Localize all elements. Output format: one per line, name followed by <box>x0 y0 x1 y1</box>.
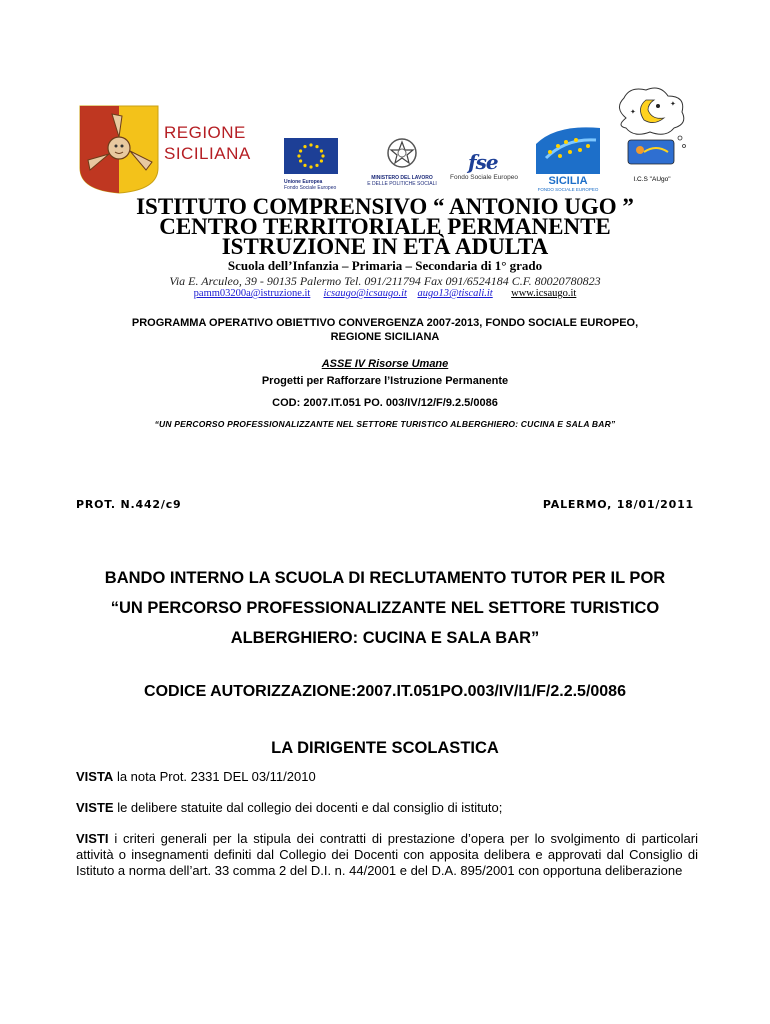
bando-line2: “UN PERCORSO PROFESSIONALIZZANTE NEL SETTORE TURISTICO <box>110 599 660 617</box>
ministry-label-line1: MINISTERO DEL LAVORO <box>371 175 433 181</box>
email-link-tiscali[interactable]: augo13@tiscali.it <box>417 288 493 299</box>
authorization-code: CODICE AUTORIZZAZIONE:2007.IT.051PO.003/IV/I1/F/2.2.5/0086 <box>144 683 626 700</box>
vista-keyword: VISTA <box>76 769 114 784</box>
progetti-title: Progetti per Rafforzare l’Istruzione Permanente <box>261 375 509 387</box>
fse-label: Fondo Sociale Europeo <box>450 174 518 181</box>
document-date: PALERMO, 18/01/2011 <box>542 498 694 511</box>
program-quote: “UN PERCORSO PROFESSIONALIZZANTE NEL SETTORE TURISTICO ALBERGHIERO: CUCINA E SALA BAR” <box>154 419 616 429</box>
program-line2: REGIONE SICILIANA <box>330 331 440 343</box>
vista-paragraph <box>76 769 698 785</box>
school-levels: Scuola dell’Infanzia – Primaria – Secondaria di 1° grado <box>227 258 543 273</box>
program-code: COD: 2007.IT.051 PO. 003/IV/12/F/9.2.5/0086 <box>272 397 498 409</box>
website-link[interactable]: www.icsaugo.it <box>511 288 577 299</box>
title-line1: ISTITUTO COMPRENSIVO “ ANTONIO UGO ” <box>136 194 634 219</box>
vista-text: la nota Prot. 2331 DEL 03/11/2010 <box>113 769 316 784</box>
contact-links <box>0 288 770 299</box>
sicilia-stars-icon <box>536 124 600 174</box>
trinacria-icon <box>76 102 162 194</box>
bando-line1: BANDO INTERNO LA SCUOLA DI RECLUTAMENTO TUTOR PER IL POR <box>104 569 666 587</box>
viste-keyword: VISTE <box>76 800 114 815</box>
regione-siciliana-logo <box>76 102 272 194</box>
viste-text: le delibere statuite dal collegio dei docenti e dal consiglio di istituto; <box>113 800 503 815</box>
ministry-label-line2: E DELLE POLITICHE SOCIALI <box>367 181 437 187</box>
email-link-icsaugo[interactable]: icsaugo@icsaugo.it <box>323 288 407 299</box>
title-line2: CENTRO TERRITORIALE PERMANENTE <box>159 214 611 239</box>
visti-keyword: VISTI <box>76 831 109 846</box>
school-address: Via E. Arculeo, 39 - 90135 Palermo Tel. 091/211794 Fax 091/6524184 C.F. 80020780823 <box>169 274 601 288</box>
eu-label-line2: Fondo Sociale Europeo <box>284 185 337 191</box>
visti-paragraph <box>76 831 698 879</box>
fse-logo <box>450 150 530 181</box>
school-mascot-icon <box>608 86 692 186</box>
region-name-line1: REGIONE <box>164 123 246 142</box>
svg-text:✦: ✦ <box>670 100 676 108</box>
protocol-number: PROT. N.442/c9 <box>76 498 182 511</box>
eu-flag-icon <box>284 138 338 174</box>
fse-mark: fse <box>468 150 498 174</box>
program-line1: PROGRAMMA OPERATIVO OBIETTIVO CONVERGENZA 2007-2013, FONDO SOCIALE EUROPEO, <box>131 317 639 329</box>
email-link-istruzione[interactable]: pamm03200a@istruzione.it <box>193 288 311 299</box>
sicilia-label: SICILIA <box>548 175 588 187</box>
visti-text: i criteri generali per la stipula dei contratti di prestazione d’opera per lo svolgimento di particolari attività o insegnamenti definiti dal Collegio dei Docenti con apposita delibera e approvati dal Consiglio di Istituto a norma dell’art. 33 comma 2 del D.I. n. 44/2001 e del D.A. 895/2001 con opportuna deliberazione <box>76 831 698 878</box>
sicilia-fse-logo <box>536 124 600 193</box>
region-name-line2: SICILIANA <box>164 144 251 163</box>
dirigente-heading: LA DIRIGENTE SCOLASTICA <box>271 739 499 757</box>
eu-label-line1: Unione Europea <box>284 179 323 185</box>
svg-text:✦: ✦ <box>630 108 636 116</box>
school-logo-label: I.C.S "AUgo" <box>633 176 671 183</box>
italian-emblem-icon <box>385 136 419 170</box>
eu-logo <box>284 138 346 191</box>
sicilia-sub-label: FONDO SOCIALE EUROPEO <box>537 187 599 192</box>
bando-line3: ALBERGHIERO: CUCINA E SALA BAR” <box>230 629 540 647</box>
title-line3: ISTRUZIONE IN ETÀ ADULTA <box>221 234 549 259</box>
asse-title: ASSE IV Risorse Umane <box>321 358 449 370</box>
viste-paragraph <box>76 800 698 816</box>
school-logo <box>608 86 692 191</box>
ministry-logo <box>362 136 442 187</box>
